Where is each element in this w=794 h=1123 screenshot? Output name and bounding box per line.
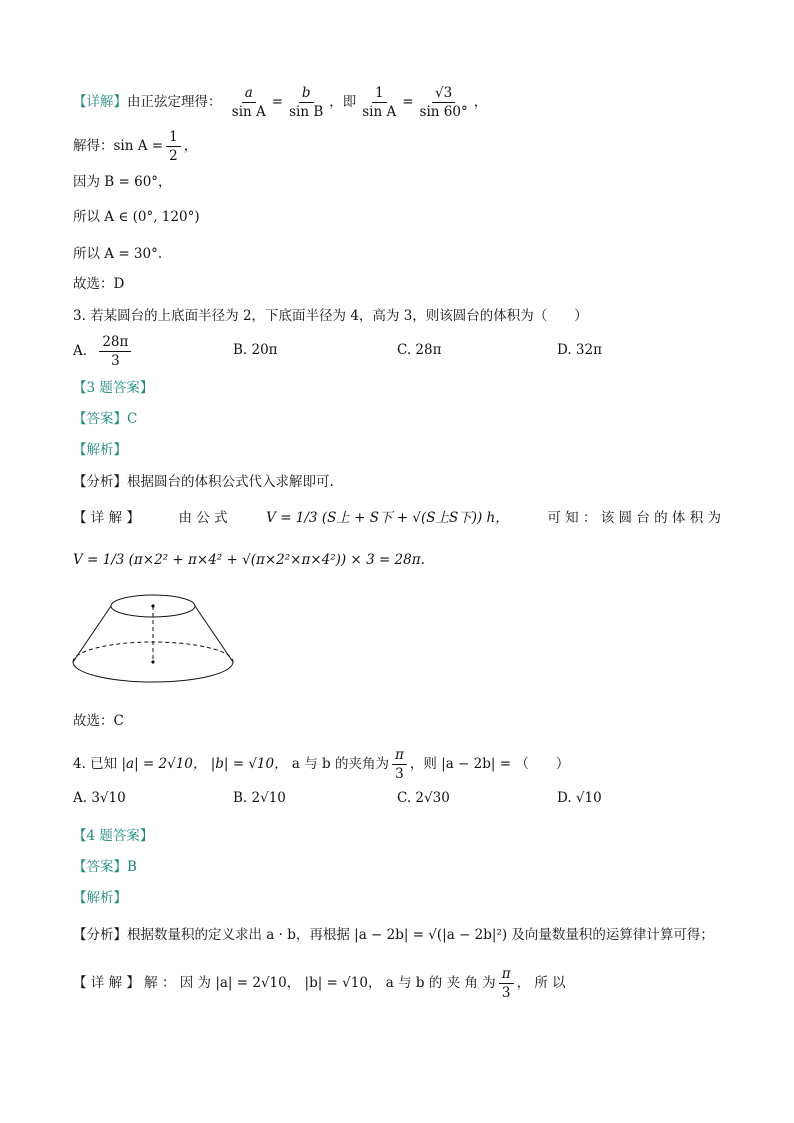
text: 解得： (73, 138, 114, 154)
solution-line-3: 因为 B = 60°， (73, 174, 172, 190)
answer: 【答案】C (73, 411, 138, 427)
q3-option-d: D. 32π (557, 342, 602, 358)
expr: sin A = (113, 138, 164, 154)
q3-answer (73, 409, 137, 429)
q3-option-b: B. 20π (233, 342, 278, 358)
right-edge (195, 606, 233, 662)
q4-answer (73, 857, 137, 877)
solution-line-4: 所以 A ∈ (0°, 120°) (73, 209, 200, 225)
fraction (392, 746, 407, 783)
num: π (392, 746, 407, 765)
bottom-center (151, 660, 154, 663)
den: sin 60° (419, 104, 468, 120)
text: 可 知 ： 该 圆 台 的 体 积 为 (547, 510, 721, 526)
text: ， (473, 94, 488, 110)
frustum-diagram (68, 592, 240, 692)
solution-line-1 (73, 84, 487, 121)
text: ， (183, 138, 198, 154)
q3-detail (73, 508, 721, 528)
bottom-ellipse-front (73, 662, 233, 682)
q3-analysis-header: 【解析】 (73, 442, 127, 458)
mag-a: |a| = 2√10， (121, 756, 207, 772)
q3-choice: 故选：C (73, 713, 124, 729)
q3-answer-header: 【3 题答案】 (73, 380, 154, 396)
mag-b: |b| = √10， (210, 756, 288, 772)
eq: = (402, 94, 414, 110)
den: 3 (395, 766, 404, 782)
text: 由正弦定理得： (127, 94, 222, 110)
den: 2 (169, 148, 178, 164)
label: A. (73, 343, 88, 359)
answer: 【答案】B (73, 859, 137, 875)
num: a (242, 84, 256, 103)
fraction (499, 965, 514, 1002)
detail-tag: 【详解】 (73, 94, 127, 110)
den: sin B (289, 104, 324, 120)
text: 【 详 解 】 解 ： 因 为 |a| = 2√10， |b| = √10， a 与 b 的 夹 角 为 (73, 975, 496, 991)
num: 1 (372, 84, 387, 103)
q4-detail (73, 965, 566, 1002)
fraction (229, 84, 269, 121)
q4-analysis-header: 【解析】 (73, 890, 127, 906)
text: ，则 |a − 2b| = （ ） (409, 756, 570, 772)
q3-analysis: 【分析】根据圆台的体积公式代入求解即可. (73, 474, 334, 490)
q4-option-c: C. 2√30 (397, 790, 450, 806)
q3-option-c: C. 28π (397, 342, 442, 358)
num: b (299, 84, 314, 103)
num: √3 (432, 84, 455, 103)
fraction (99, 333, 131, 370)
text: ，即 (329, 94, 357, 110)
den: sin A (231, 104, 266, 120)
text: 4. 已知 (73, 756, 118, 772)
choice-line: 故选：D (73, 276, 125, 292)
q4-option-d: D. √10 (557, 790, 602, 806)
q4-option-a: A. 3√10 (73, 790, 126, 806)
tag: 【 详 解 】 (73, 510, 140, 526)
left-edge (73, 606, 111, 662)
fraction (359, 84, 399, 121)
fraction (417, 84, 471, 121)
q3-stem: 3. 若某圆台的上底面半径为 2，下底面半径为 4，高为 3，则该圆台的体积为（ ） (73, 308, 588, 324)
solution-line-5: 所以 A = 30°. (73, 246, 163, 262)
formula: V = 1/3 (S上 + S下 + √(S上S下)) h， (266, 510, 509, 526)
den: 3 (501, 985, 511, 1001)
den: 3 (111, 353, 120, 369)
q4-analysis: 【分析】根据数量积的定义求出 a · b，再根据 |a − 2b| = √(|a − 2b|²) 及向量数量积的运算律计算可得； (73, 927, 714, 943)
den: sin A (362, 104, 397, 120)
text: ， 所 以 (516, 975, 566, 991)
solution-line-2 (73, 128, 197, 165)
q4-stem (73, 746, 569, 783)
q4-option-b: B. 2√10 (233, 790, 286, 806)
num: 1 (166, 128, 181, 147)
q4-answer-header: 【4 题答案】 (73, 828, 154, 844)
num: π (499, 965, 514, 984)
text: a 与 b 的夹角为 (291, 756, 389, 772)
q3-option-a (73, 333, 134, 370)
q3-calc: V = 1/3 (π×2² + π×4² + √(π×2²×π×4²)) × 3 = 28π. (73, 552, 425, 568)
top-center (151, 604, 154, 607)
text: 由 公 式 (178, 510, 228, 526)
fraction (286, 84, 326, 121)
fraction (166, 128, 181, 165)
num: 28π (99, 333, 131, 352)
eq: = (271, 94, 284, 110)
